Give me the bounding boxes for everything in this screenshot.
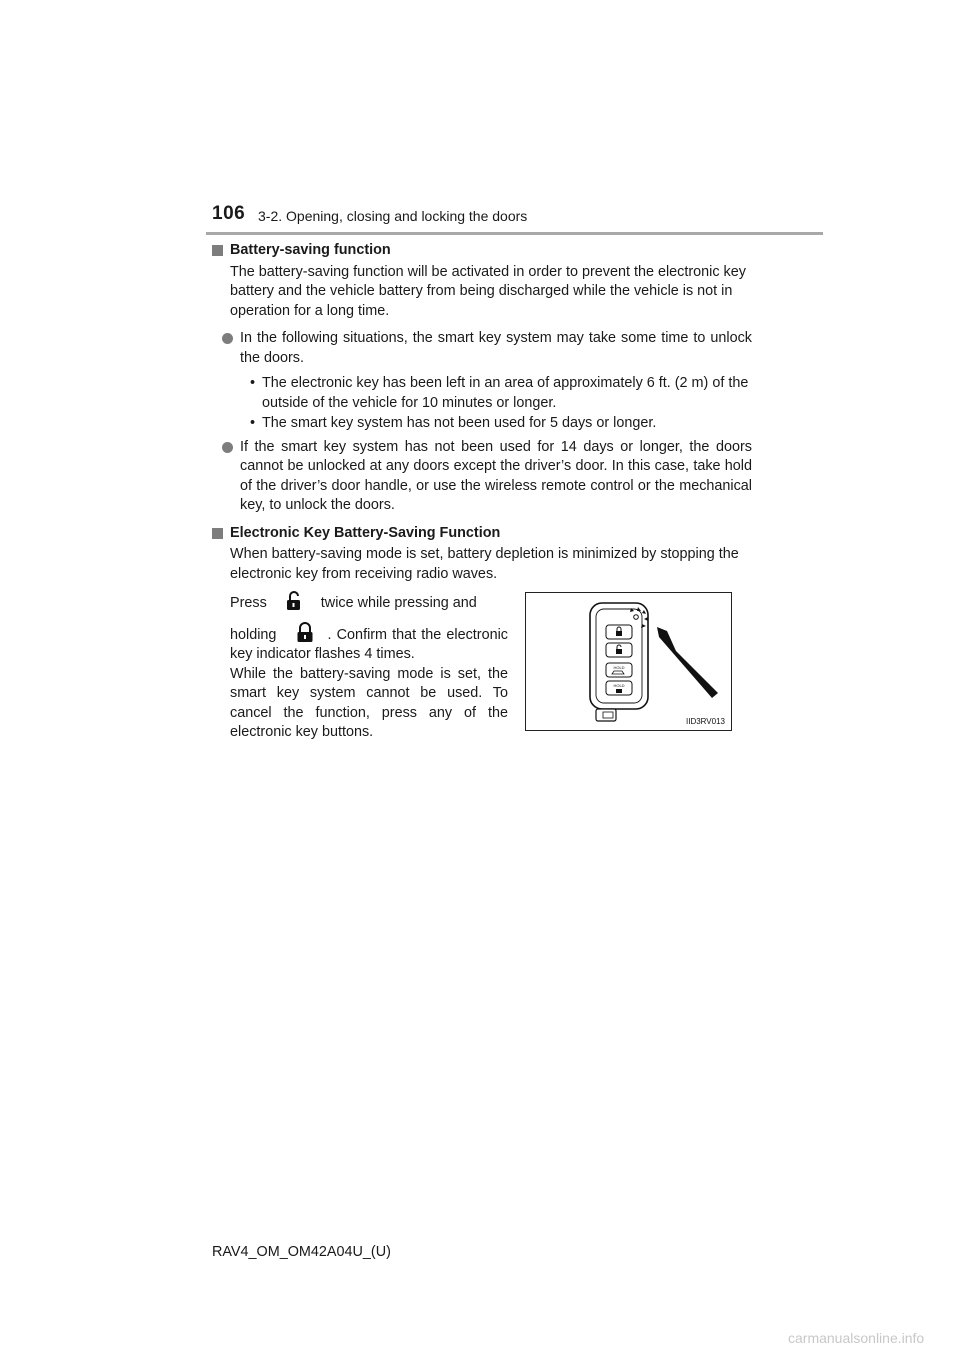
footer-code: RAV4_OM_OM42A04U_(U) (212, 1244, 391, 1260)
round-bullet-icon (222, 442, 233, 453)
smart-key-illustration (525, 592, 732, 731)
svg-text:HOLD: HOLD (613, 665, 625, 670)
indicator-light-icon (634, 615, 639, 620)
round-bullet-icon (222, 333, 233, 344)
svg-text:HOLD: HOLD (613, 683, 625, 688)
heading-text: Electronic Key Battery-Saving Function (230, 524, 501, 541)
header-rule (206, 232, 823, 235)
list-item (240, 329, 752, 368)
sub-bullet-text: The electronic key has been left in an area of approximately 6 ft. (2 m) of the outside of the vehicle for 10 minutes or longer. (262, 375, 749, 411)
sub-bullet-marker: • (250, 375, 256, 391)
svg-text:IID3RV013: IID3RV013 (686, 717, 725, 726)
list-item (240, 438, 752, 516)
sub-list-item (250, 414, 752, 434)
while-text: While the battery-saving mode is set, the smart key system cannot be used. To cancel the function, press any of the electronic key buttons. (230, 665, 508, 740)
square-bullet-icon (212, 528, 223, 539)
svg-text:carmanualsonline.info: carmanualsonline.info (788, 1330, 925, 1346)
bullet-text: If the smart key system has not been used for 14 days or longer, the doors cannot be unlocked at any doors except the driver’s door. In this case, take hold of the driver’s door handle, or use the wireless remote control or the mechanical key, to unlock the doors. (240, 438, 752, 513)
battery-saving-procedure (230, 590, 508, 743)
page-number: 106 (212, 203, 246, 224)
confirm-text: . Confirm that the electronic key indicator flashes 4 times. (230, 626, 508, 662)
page-header (0, 0, 960, 240)
watermark-logo (788, 1325, 948, 1351)
electronic-key-intro: When battery-saving mode is set, battery depletion is minimized by stopping the electronic key from receiving radio waves. (230, 546, 739, 582)
press-text: Press (230, 595, 267, 611)
square-bullet-icon (212, 245, 223, 256)
unlock-icon (271, 590, 317, 612)
main-content (212, 241, 752, 584)
section-title: 3-2. Opening, closing and locking the doors (258, 208, 528, 224)
sub-bullet-text: The smart key system has not been used for 5 days or longer. (262, 415, 657, 431)
sub-bullet-marker: • (250, 415, 256, 431)
electronic-key-heading (212, 524, 752, 544)
lock-icon (282, 622, 328, 644)
sub-list-item (250, 374, 752, 413)
holding-text: holding (230, 626, 277, 643)
battery-saving-intro: The battery-saving function will be activated in order to prevent the electronic key battery and the vehicle battery from being discharged while the vehicle is not in operation for a long time. (230, 263, 746, 319)
bullet-text: In the following situations, the smart key system may take some time to unlock the doors. (240, 330, 752, 366)
battery-saving-heading (212, 241, 752, 261)
heading-text: Battery-saving function (230, 242, 391, 258)
twice-text: twice while pressing and (320, 595, 477, 611)
pointer-arrow-icon (657, 627, 718, 698)
